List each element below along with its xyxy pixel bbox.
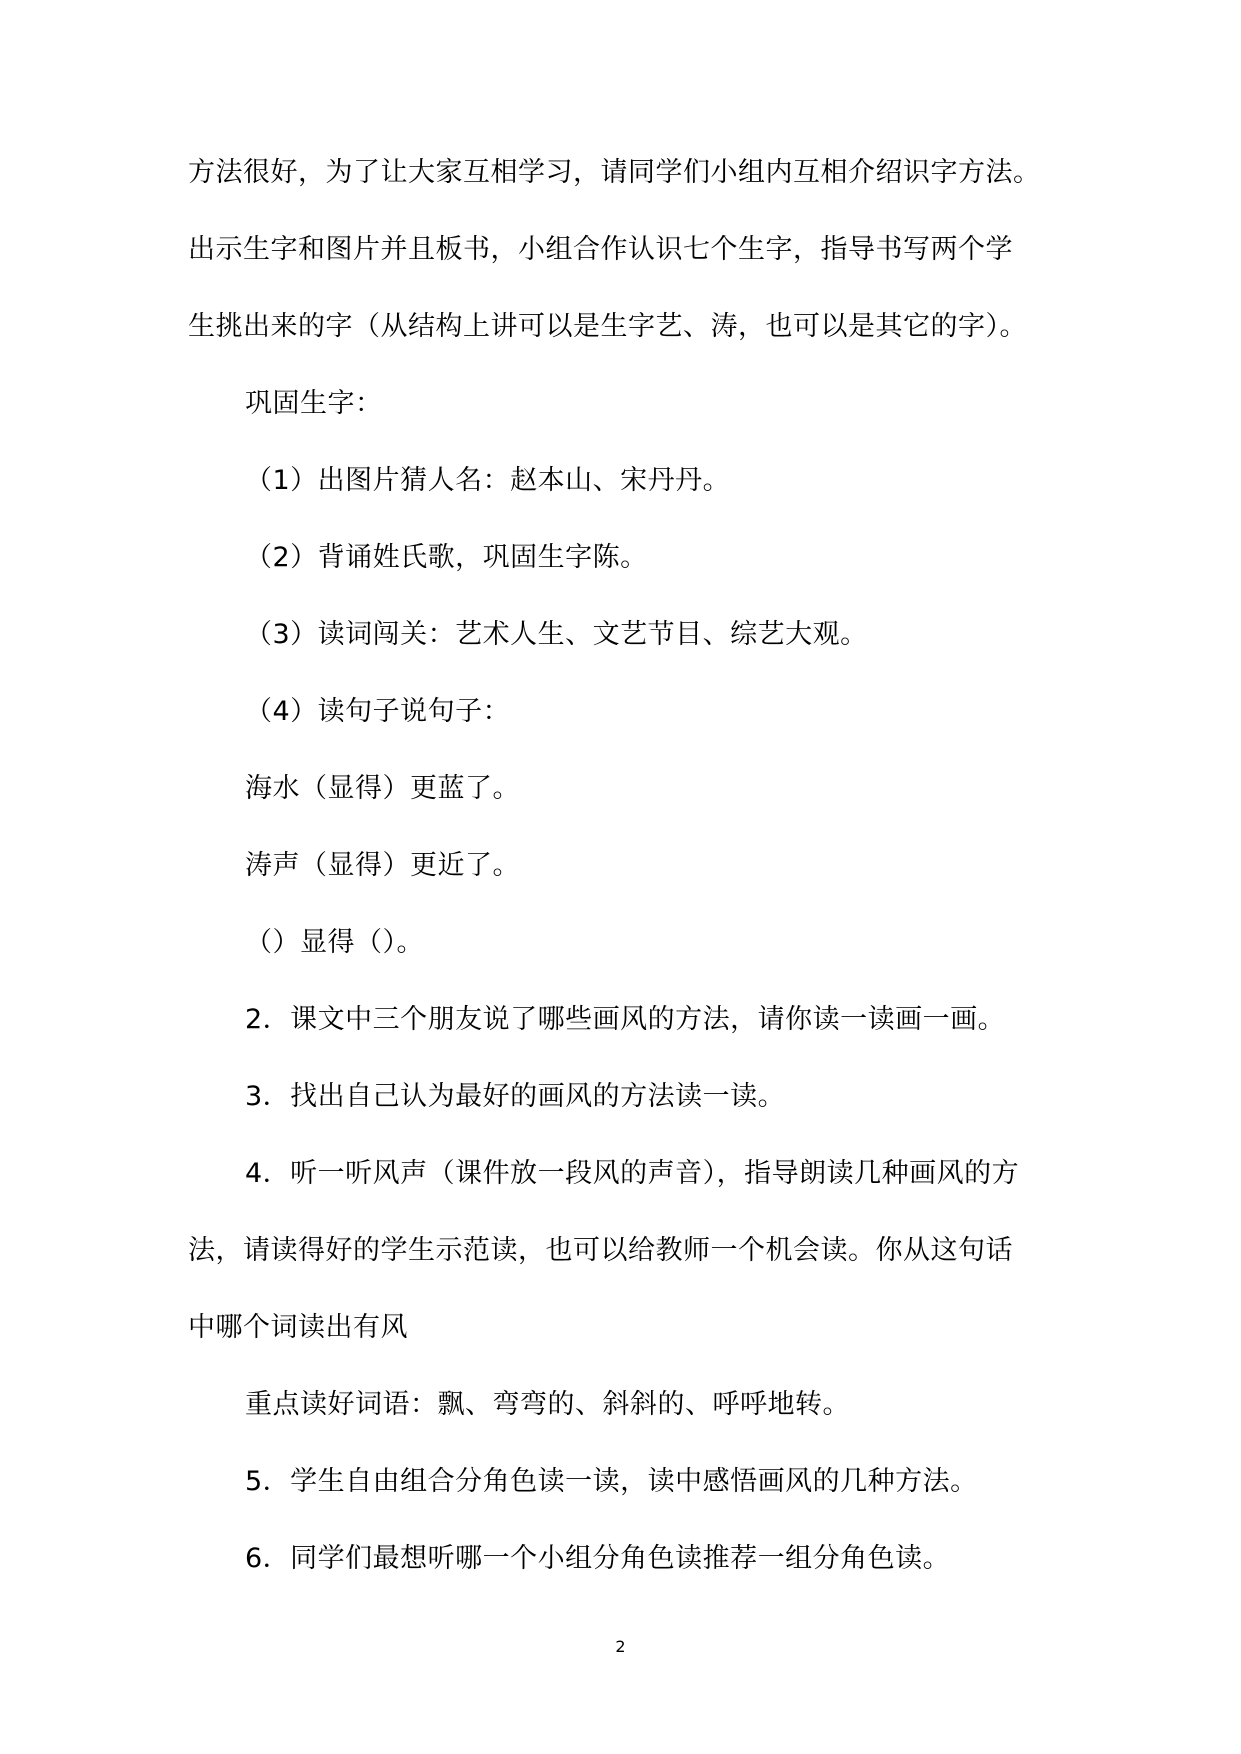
- page-number: 2: [615, 1637, 626, 1656]
- section-heading: 巩固生字：: [245, 388, 383, 419]
- text-line: 生挑出来的字（从结构上讲可以是生字艺、涛，也可以是其它的字）。: [188, 311, 1027, 342]
- numbered-step: 3．找出自己认为最好的画风的方法读一读。: [245, 1081, 786, 1112]
- example-sentence: （）显得（）。: [245, 927, 424, 958]
- example-sentence: 海水（显得）更蓝了。: [245, 773, 520, 804]
- list-item: （4）读句子说句子：: [245, 696, 511, 727]
- numbered-step: 6．同学们最想听哪一个小组分角色读推荐一组分角色读。: [245, 1543, 951, 1574]
- text-line: 法，请读得好的学生示范读，也可以给教师一个机会读。你从这句话: [188, 1235, 1013, 1266]
- numbered-step: 4．听一听风声（课件放一段风的声音），指导朗读几种画风的方: [245, 1158, 1020, 1189]
- list-item: （1）出图片猜人名：赵本山、宋丹丹。: [245, 465, 731, 496]
- list-item: （2）背诵姓氏歌，巩固生字陈。: [245, 542, 648, 573]
- text-line: 方法很好，为了让大家互相学习，请同学们小组内互相介绍识字方法。: [188, 157, 1041, 188]
- text-line: 中哪个词读出有风: [188, 1312, 408, 1343]
- text-line: 重点读好词语：飘、弯弯的、斜斜的、呼呼地转。: [245, 1389, 850, 1420]
- document-body: [188, 145, 1068, 1608]
- text-line: 出示生字和图片并且板书，小组合作认识七个生字，指导书写两个学: [188, 234, 1013, 265]
- example-sentence: 涛声（显得）更近了。: [245, 850, 520, 881]
- list-item: （3）读词闯关：艺术人生、文艺节目、综艺大观。: [245, 619, 868, 650]
- numbered-step: 5．学生自由组合分角色读一读，读中感悟画风的几种方法。: [245, 1466, 978, 1497]
- numbered-step: 2．课文中三个朋友说了哪些画风的方法，请你读一读画一画。: [245, 1004, 1006, 1035]
